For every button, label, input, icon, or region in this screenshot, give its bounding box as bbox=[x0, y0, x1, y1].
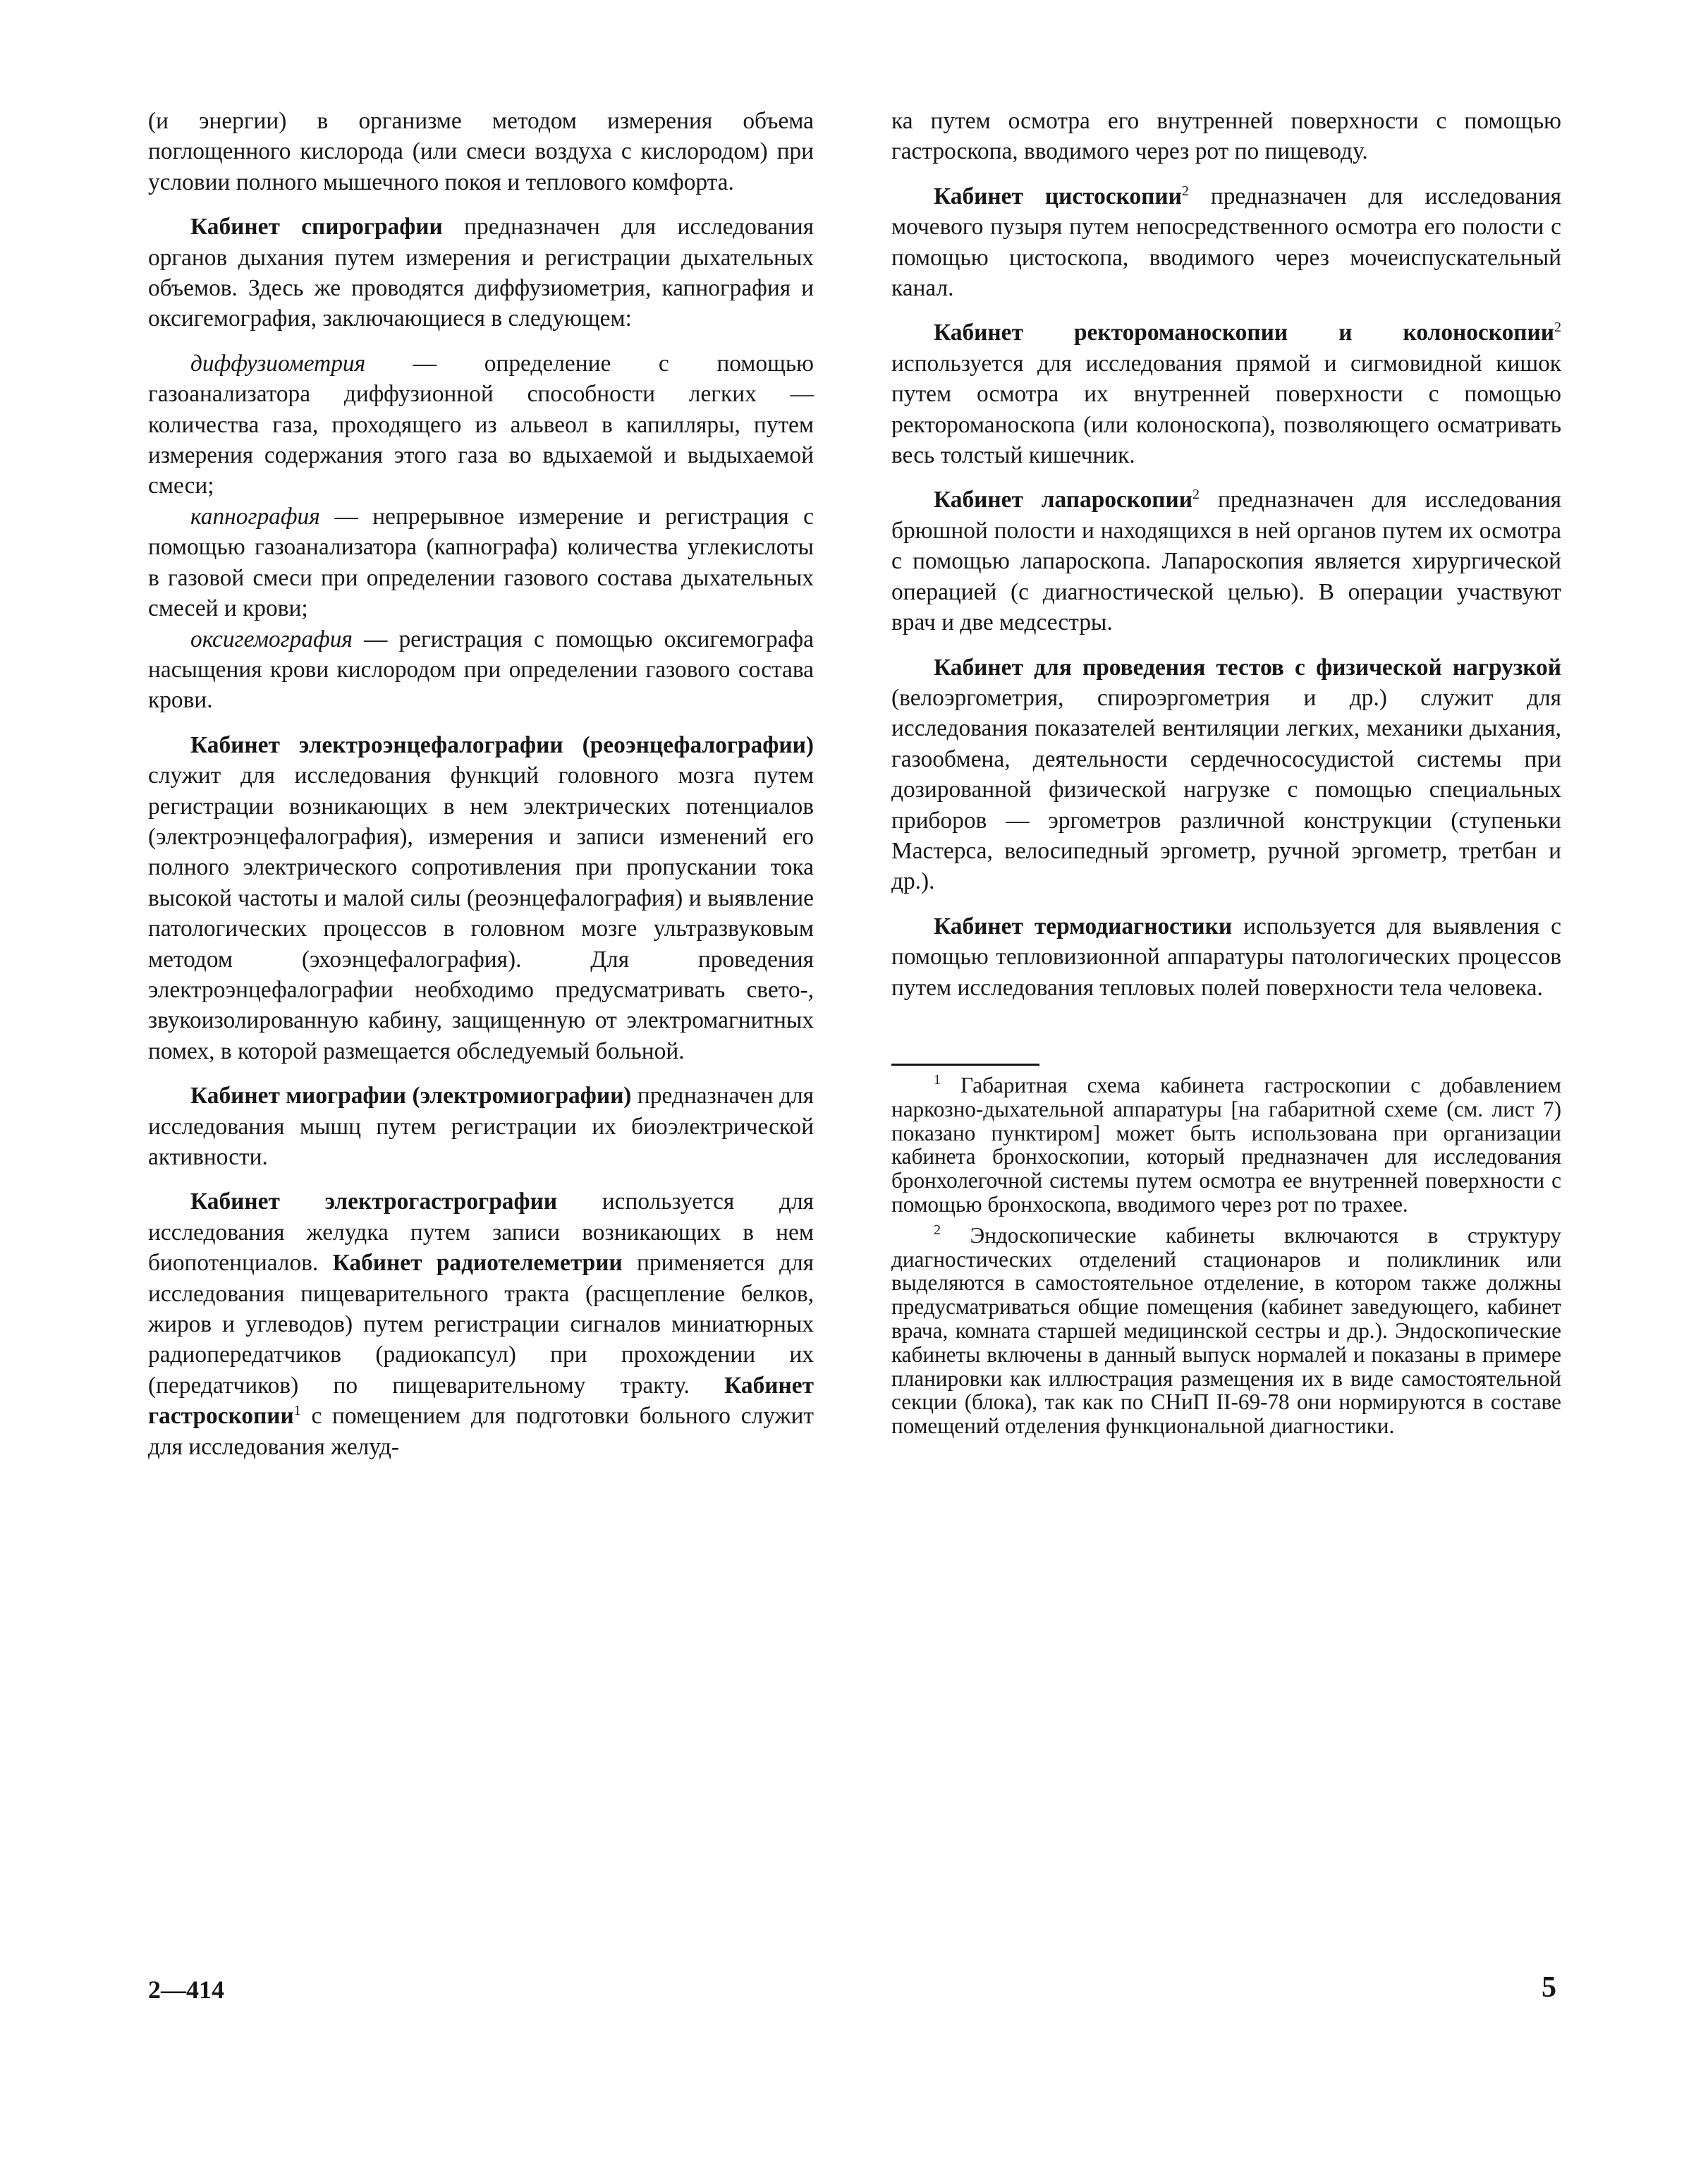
paragraph-text: предназначен для исследования мочевого пузыря путем непосредственного осмотра его полости с помощью цистоскопа, вводимого через мочеиспускательный канал. bbox=[891, 183, 1561, 302]
footnote-ref: 2 bbox=[1554, 320, 1561, 336]
term: Кабинет ректороманоскопии и колоноскопии bbox=[934, 320, 1554, 346]
right-column bbox=[891, 106, 1561, 1017]
paragraph-rectoromanoscopy bbox=[891, 317, 1561, 470]
paragraph-text: предназначен для исследования брюшной полости и находящихся в ней органов путем их осмотра с помощью лапароскопа. Лапароскопия является хирургической операцией (с диагностической целью). В операции участвуют врач и две медсестры. bbox=[891, 487, 1561, 636]
paragraph-text: (велоэргометрия, спироэргометрия и др.) служит для исследования показателей вентиляции легких, механики дыхания, газообмена, деятельности сердечнососудистой системы при дозированной физической нагрузке с помощью специальных приборов — эргометров различной конструкции (ступеньки Мастерса, велосипедный эргометр, ручной эргометр, третбан и др.). bbox=[891, 684, 1561, 895]
term: Кабинет цистоскопии bbox=[934, 183, 1182, 209]
term: оксигемография bbox=[190, 626, 353, 652]
term: диффузиометрия bbox=[190, 350, 366, 377]
term: Кабинет миографии (электромиографии) bbox=[190, 1083, 632, 1109]
paragraph-stress-tests bbox=[891, 652, 1561, 897]
paragraph-spirography bbox=[148, 212, 814, 334]
footnote-text: Эндоскопические кабинеты включаются в структуру диагностических отделений стационаров и поликлиник или выделяются в самостоятельное отделение, в котором также должны предусматриваться общие помещения (кабинет заведующего, кабинет врача, комната старшей медицинской сестры и др.). Эндоскопические кабинеты включены в данный выпуск нормалей и показаны в примере планировки как иллюстрация размещения их в виде самостоятельной секции (блока), так как по СНиП II-69-78 они нормируются в составе помещений отделения функциональной диагностики. bbox=[891, 1222, 1561, 1439]
footnote-mark: 2 bbox=[934, 1222, 941, 1238]
term: Кабинет для проведения тестов с физической нагрузкой bbox=[934, 654, 1561, 681]
paragraph-text: используется для исследования прямой и сигмовидной кишок путем осмотра их внутренней поверхности с помощью ректороманоскопа (или колоноскопа), позволяющего осматривать весь толстый кишечник. bbox=[891, 350, 1561, 469]
paragraph-text: с помещением для подготовки больного служит для исследования желуд- bbox=[148, 1403, 814, 1460]
footnote-text: Габаритная схема кабинета гастроскопии с добавлением наркозно-дыхательной аппаратуры [на габаритной схеме (см. лист 7) показано пунктиром] может быть использована при организации кабинета бронхоскопии, который предназначен для исследования бронхолегочной системы путем осмотра ее внутренней поверхности с помощью бронхоскопа, вводимого через рот по трахее. bbox=[891, 1073, 1561, 1217]
left-column bbox=[148, 106, 814, 1476]
paragraph: (и энергии) в организме методом измерения объема поглощенного кислорода (или смеси воздуха с кислородом) при условии полного мышечного покоя и теплового комфорта. bbox=[148, 108, 814, 195]
paragraph-laparoscopy bbox=[891, 485, 1561, 638]
page-number: 5 bbox=[1542, 1971, 1556, 2004]
paragraph-myography bbox=[148, 1081, 814, 1172]
term: Кабинет электрогастрографии bbox=[190, 1188, 558, 1215]
term: Кабинет электроэнцефалографии (реоэнцефалографии) bbox=[190, 731, 814, 758]
printer-signature: 2—414 bbox=[148, 1976, 224, 2004]
paragraph: ка путем осмотра его внутренней поверхности с помощью гастроскопа, вводимого через рот по пищеводу. bbox=[891, 108, 1561, 165]
definition-capnography bbox=[148, 501, 814, 624]
paragraph-eeg bbox=[148, 730, 814, 1066]
paragraph-text: применяется для исследования пищеварительного тракта (расщепление белков, жиров и углеводов) путем регистрации сигналов миниатюрных радиопередатчиков (радиокапсул) при прохождении их (передатчиков) по пищеварительному тракту. bbox=[148, 1250, 814, 1399]
definition-diffusiometry bbox=[148, 348, 814, 501]
footnote-divider bbox=[891, 1064, 1039, 1066]
footnote-mark: 1 bbox=[934, 1072, 941, 1088]
term: Кабинет радиотелеметрии bbox=[332, 1250, 623, 1277]
paragraph-electrogastrography bbox=[148, 1186, 814, 1462]
footnote-ref: 2 bbox=[1192, 487, 1200, 503]
term: капнография bbox=[190, 503, 320, 530]
paragraph-text: предназначен для исследования органов дыхания путем измерения и регистрации дыхательных объемов. Здесь же проводятся диффузиометрия, капнография и оксигемография, заключающиеся в следующем: bbox=[148, 214, 815, 332]
term: Кабинет термодиагностики bbox=[934, 913, 1233, 939]
paragraph-text: используется для выявления с помощью тепловизионной аппаратуры патологических процессов путем исследования тепловых полей поверхности тела человека. bbox=[891, 913, 1561, 1001]
definition-text: — непрерывное измерение и регистрация с помощью газоанализатора (капнографа) количества углекислоты в газовой смеси при определении газового состава дыхательных смесей и крови; bbox=[148, 503, 814, 622]
footnote-ref: 1 bbox=[293, 1403, 301, 1419]
term: Кабинет спирографии bbox=[190, 214, 443, 241]
footnote bbox=[891, 1073, 1561, 1217]
footnote-ref: 2 bbox=[1181, 183, 1189, 199]
paragraph-thermodiagnostics bbox=[891, 911, 1561, 1003]
term: Кабинет лапароскопии bbox=[934, 487, 1193, 513]
paragraph-text: служит для исследования функций головного мозга путем регистрации возникающих в нем электрических потенциалов (электроэнцефалография), измерения и записи изменений его полного электрического сопротивления при пропускании тока высокой частоты и малой силы (реоэнцефалография) и выявление патологических процессов в головном мозге ультразвуковым методом (эхоэнцефалография). Для проведения электроэнцефалографии необходимо предусматривать свето-, звукоизолированную кабину, защищенную от электромагнитных помех, в которой размещается обследуемый больной. bbox=[148, 762, 814, 1064]
definition-text: — определение с помощью газоанализатора диффузионной способности легких — количества газа, проходящего из альвеол в капилляры, путем измерения содержания этого газа во вдыхаемой и выдыхаемой смеси; bbox=[148, 350, 814, 499]
paragraph-text: используется для исследования желудка путем записи возникающих в нем биопотенциалов. bbox=[148, 1188, 814, 1277]
paragraph-text: предназначен для исследования мышц путем регистрации их биоэлектрической активности. bbox=[148, 1083, 814, 1170]
definition-text: — регистрация с помощью оксигемографа насыщения крови кислородом при определении газового состава крови. bbox=[148, 626, 814, 714]
footnote bbox=[891, 1224, 1561, 1438]
term: Кабинет гастроскопии bbox=[148, 1372, 814, 1430]
definition-oxyhemography bbox=[148, 624, 814, 716]
footnotes bbox=[891, 1073, 1561, 1445]
paragraph-cystoscopy bbox=[891, 181, 1561, 304]
